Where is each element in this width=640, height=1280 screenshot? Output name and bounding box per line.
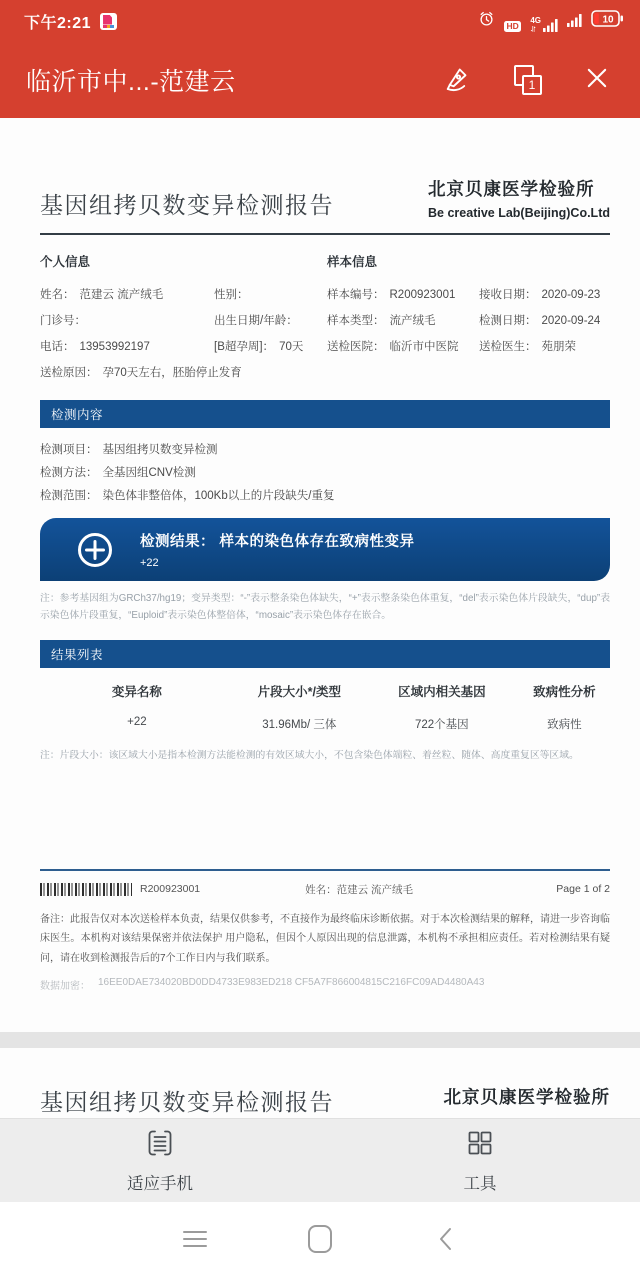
footer-name: 姓名：范建云 流产绒毛	[305, 883, 414, 896]
personal-info-title: 个人信息	[40, 255, 91, 269]
signal-4g-icon	[530, 17, 558, 32]
report-title: 基因组拷贝数变异检测报告	[40, 192, 334, 218]
info-row: 电话： 13953992197 [B超孕周]： 70天	[40, 341, 304, 353]
battery-level: 10	[602, 14, 614, 26]
page-count-badge: 1	[522, 75, 542, 95]
fit-phone-label: 适应手机	[127, 1174, 193, 1193]
back-icon	[436, 1225, 454, 1258]
reader-view-icon	[145, 1128, 175, 1163]
barcode	[40, 883, 132, 896]
recents-button[interactable]	[175, 1221, 215, 1261]
info-row: 送检医院： 临沂市中医院 送检医生： 苑朋荣	[327, 341, 576, 353]
home-button[interactable]	[300, 1221, 340, 1261]
bottom-toolbar	[0, 1118, 640, 1202]
android-navbar	[0, 1202, 640, 1280]
close-icon	[583, 64, 611, 97]
lab-header	[428, 176, 610, 220]
result-note: 注：参考基因组为GRCh37/hg19；变异类型：“-”表示整条染色体缺失，“+”表示整条染色体重复，“del”表示染色体片段缺失，“dup”表示染色体片段重复，“Euploid”表示染色体整倍体，“mosaic”表示染色体存在嵌合。	[40, 593, 610, 622]
lab-name-en: Be creative Lab(Beijing)Co.Ltd	[428, 206, 610, 220]
pages-icon	[512, 65, 542, 95]
section-band-results: 结果列表	[40, 640, 610, 668]
report-page-2-preview	[0, 1048, 640, 1118]
barcode-text: R200923001	[140, 883, 201, 895]
info-row: 门诊号： 出生日期/年龄：	[40, 315, 298, 327]
page-footer	[40, 869, 610, 993]
status-bar	[0, 0, 640, 42]
content-items: 检测项目： 基因组拷贝数变异检测 检测方法： 全基因组CNV检测 检测范围： 染色体非整倍体，100Kb以上的片段缺失/重复	[40, 443, 335, 502]
title-bar	[0, 42, 640, 118]
results-table-row: +22 31.96Mb/ 三体 722个基因 致病性	[127, 716, 582, 732]
plus-circle-icon	[76, 531, 114, 569]
result-label: 检测结果：	[140, 534, 215, 550]
info-section	[40, 252, 610, 385]
referral-reason: 送检原因： 孕70天左右，胚胎停止发育	[40, 367, 242, 379]
result-value: +22	[140, 557, 159, 569]
pages-button[interactable]	[510, 63, 544, 97]
report-title-page2: 基因组拷贝数变异检测报告	[40, 1089, 334, 1115]
clock-time: 下午2:21	[24, 14, 92, 32]
footer-remark: 备注：此报告仅对本次送检样本负责，结果仅供参考，不直接作为最终临床诊断依据。对于本次检测结果的解释，请进一步咨询临床医生。本机构对该结果保密并依法保护 用户隐私，但因个人原因出现的信息泄露，本机构不承担相应责任。若对检测结果有疑问，请在收到检测报告后的7个工作日内与我们联系。	[40, 913, 610, 964]
menu-icon	[181, 1228, 209, 1255]
encryption-label: 数据加密：	[40, 981, 90, 992]
results-table-header: 变异名称 片段大小*/类型 区域内相关基因 致病性分析	[111, 685, 596, 700]
back-button[interactable]	[425, 1221, 465, 1261]
grid-icon	[465, 1128, 495, 1163]
lab-name-cn-page2: 北京贝康医学检验所	[443, 1087, 610, 1107]
battery-icon	[591, 10, 624, 32]
tools-button[interactable]	[320, 1119, 640, 1202]
fit-phone-button[interactable]	[0, 1119, 320, 1202]
close-button[interactable]	[580, 63, 614, 97]
page-separator	[0, 1032, 640, 1048]
network-type-label: 4G	[530, 16, 541, 25]
data-encryption	[40, 977, 610, 992]
info-row: 样本类型： 流产绒毛 检测日期： 2020-09-24	[327, 315, 601, 327]
lab-name-cn: 北京贝康医学检验所	[428, 179, 595, 199]
wps-notification-icon	[100, 13, 117, 30]
result-banner	[40, 518, 610, 581]
signal-icon	[567, 14, 582, 32]
result-text-block	[140, 530, 415, 569]
sample-info-title: 样本信息	[327, 255, 378, 269]
table-note: 注：片段大小：该区域大小是指本检测方法能检测的有效区域大小，不包含染色体端粒、着丝粒、随体、高度重复区等区域。	[40, 750, 579, 762]
encryption-hash: 16EE0DAE734020BD0DD4733E983ED218 CF5A7F866004815C216FC09AD4480A43	[98, 977, 485, 988]
info-row: 样本编号： R200923001 接收日期： 2020-09-23	[327, 289, 601, 301]
hd-badge: HD	[504, 21, 521, 33]
tools-label: 工具	[463, 1174, 497, 1193]
signature-button[interactable]	[440, 63, 474, 97]
alarm-icon	[478, 10, 495, 32]
report-page-1	[0, 118, 640, 1032]
result-text: 样本的染色体存在致病性变异	[219, 534, 415, 550]
page-number: Page 1 of 2	[556, 883, 610, 895]
info-row: 姓名： 范建云 流产绒毛 性别：	[40, 289, 249, 301]
footer-divider	[40, 869, 610, 871]
signature-pen-icon	[442, 63, 472, 98]
home-icon	[307, 1224, 333, 1259]
document-title: 临沂市中...-范建云	[26, 68, 236, 96]
header-divider	[40, 233, 610, 235]
section-band-content: 检测内容	[40, 400, 610, 428]
